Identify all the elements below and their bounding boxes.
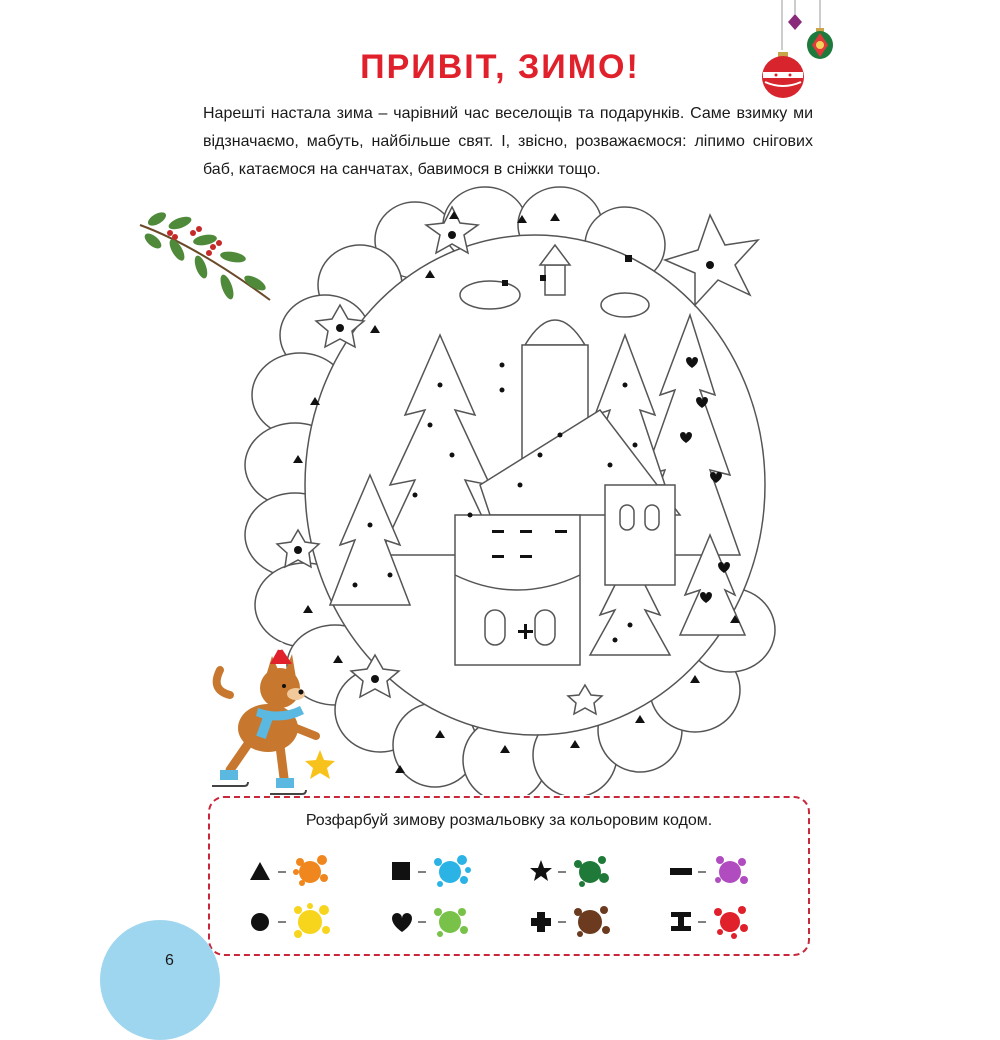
key-cross-brown <box>528 898 648 948</box>
heart-symbol-icon <box>392 913 412 932</box>
page-number: 6 <box>165 952 174 969</box>
circle-symbol-icon <box>251 913 269 931</box>
triangle-symbol-icon <box>250 862 270 880</box>
cross-symbol-icon <box>531 912 551 932</box>
color-key-instruction: Розфарбуй зимову розмальовку за кольоровим кодом. <box>305 812 713 829</box>
red-paint-splash-icon <box>714 906 748 939</box>
square-symbol-icon <box>392 862 410 880</box>
star-symbol-icon <box>530 860 552 881</box>
key-ibeam-red <box>668 898 788 948</box>
key-dash-purple <box>668 848 788 898</box>
intro-paragraph: Нарешті настала зима – чарівний час веселощів та подарунків. Саме взимку ми відзначаємо, мабуть, найбільше свят. І, звісно, розважаємося: ліпимо снігових баб, катаємося на санчатах, бавимося в сніжки тощо. <box>203 105 813 178</box>
key-circle-yellow <box>248 898 368 948</box>
page-title: ПРИВІТ, ЗИМО! <box>360 48 640 86</box>
key-heart-light-green <box>388 898 508 948</box>
skating-dog-illustration <box>200 640 340 800</box>
yellow-paint-splash-icon <box>294 903 330 938</box>
key-square-light-blue <box>388 848 508 898</box>
i-beam-symbol-icon <box>671 912 691 931</box>
light-green-paint-splash-icon <box>434 908 468 937</box>
dark-green-paint-splash-icon <box>574 856 609 887</box>
light-blue-paint-splash-icon <box>434 855 471 887</box>
purple-paint-splash-icon <box>715 856 748 884</box>
color-key-box <box>208 796 810 956</box>
key-triangle-orange <box>248 848 368 898</box>
key-star-dark-green <box>528 848 648 898</box>
page-number-badge <box>100 920 220 1040</box>
orange-paint-splash-icon <box>293 855 328 886</box>
brown-paint-splash-icon <box>574 906 610 937</box>
dash-symbol-icon <box>670 868 692 875</box>
